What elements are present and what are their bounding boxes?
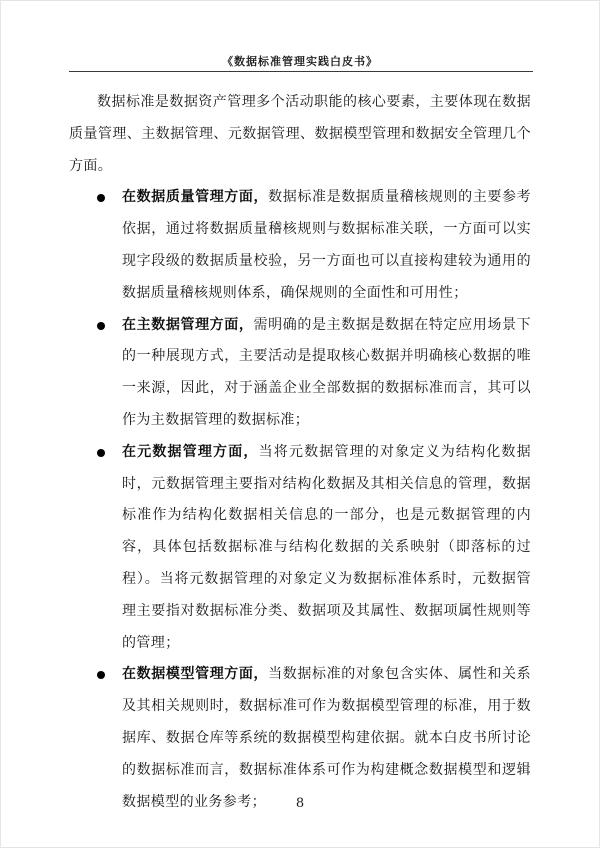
bullet-lead: 在数据模型管理方面，	[122, 666, 269, 683]
bullet-icon	[97, 322, 105, 330]
bullet-item-data-quality	[122, 182, 531, 309]
bullet-item-master-data	[122, 310, 531, 437]
bullet-icon	[97, 194, 105, 202]
bullet-text: 需明确的是主数据是数据在特定应用场景下的一种展现方式，主要活动是提取核心数据并明确核心数据的唯一来源，因此，对于涵盖企业全部数据的数据标准而言，其可以作为主数据管理的数据标准；	[122, 316, 531, 428]
bullet-text: 数据标准是数据质量稽核规则的主要参考依据，通过将数据质量稽核规则与数据标准关联，一方面可以实现字段级的数据质量校验，另一方面也可以直接构建较为通用的数据质量稽核规则体系，确保规则的全面性和可用性；	[122, 189, 532, 301]
page-number: 8	[295, 796, 305, 811]
bullet-text: 当将元数据管理的对象定义为结构化数据时，元数据管理主要指对结构化数据及其相关信息的管理，数据标准作为结构化数据相关信息的一部分，也是元数据管理的内容，具体包括数据标准与结构化数据的关系映射（即落标的过程）。当将元数据管理的对象定义为数据标准体系时，元数据管理主要指对数据标准分类、数据项及其属性、数据项属性规则等的管理；	[122, 443, 531, 651]
bullet-item-metadata	[122, 437, 531, 660]
bullet-text: 当数据标准的对象包含实体、属性和关系及其相关规则时，数据标准可作为数据模型管理的标准，用于数据库、数据仓库等系统的数据模型构建依据。就本白皮书所讨论的数据标准而言，数据标准体系可作为构建概念数据模型和逻辑数据模型的业务参考；	[122, 666, 532, 810]
bullet-item-data-model	[122, 659, 531, 818]
bullet-list	[69, 182, 531, 818]
intro-paragraph: 数据标准是数据资产管理多个活动职能的核心要素，主要体现在数据质量管理、主数据管理、元数据管理、数据模型管理和数据安全管理几个方面。	[69, 94, 531, 174]
header-rule	[69, 71, 533, 72]
page-footer	[1, 796, 599, 811]
header-title: 《数据标准管理实践白皮书》	[222, 55, 378, 68]
bullet-lead: 在数据质量管理方面，	[122, 189, 269, 206]
bullet-lead: 在元数据管理方面，	[122, 443, 259, 460]
document-content	[69, 87, 531, 818]
bullet-icon	[97, 671, 105, 679]
bullet-icon	[97, 449, 105, 457]
bullet-lead: 在主数据管理方面，	[122, 316, 254, 333]
